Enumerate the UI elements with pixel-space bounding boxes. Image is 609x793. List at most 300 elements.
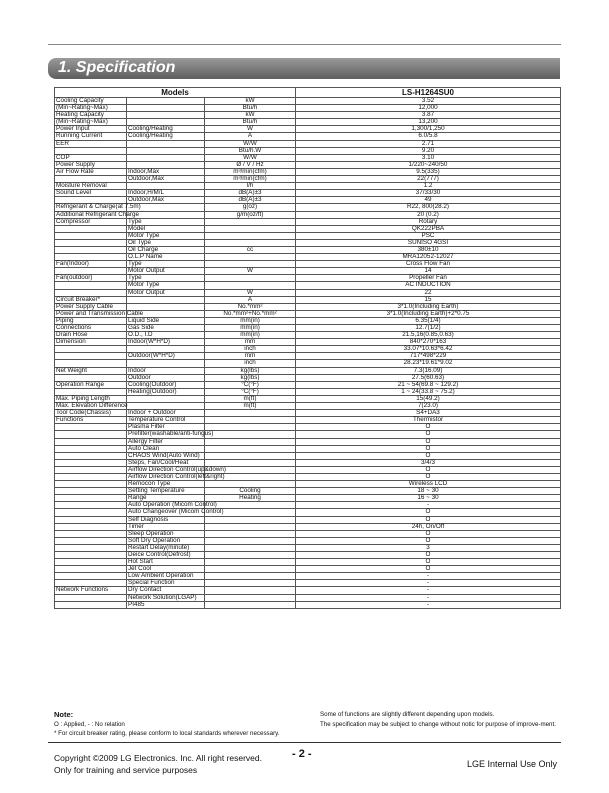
row-unit xyxy=(205,452,296,459)
row-unit: Btu/h xyxy=(205,119,296,126)
row-unit: W xyxy=(205,126,296,133)
row-unit: Btu/h.W xyxy=(205,147,296,154)
row-value: O xyxy=(296,431,561,438)
row-unit xyxy=(205,232,296,239)
note-right-block xyxy=(320,710,560,730)
row-unit: A xyxy=(205,296,296,303)
table-row xyxy=(55,105,561,112)
table-row xyxy=(55,98,561,105)
row-label: (Min~Rating~Max) xyxy=(55,105,127,112)
section-banner xyxy=(48,58,560,79)
row-value: 18 ~ 30 xyxy=(296,488,561,495)
row-value: 21.5,16(0.85,0.63) xyxy=(296,332,561,339)
table-row xyxy=(55,140,561,147)
row-sublabel: Network Solution(LGAP) xyxy=(127,594,205,601)
row-unit xyxy=(205,601,296,608)
row-unit xyxy=(205,424,296,431)
row-label: Cooling Capacity xyxy=(55,98,127,105)
row-label: Running Current xyxy=(55,133,127,140)
row-label xyxy=(55,544,127,551)
row-value: 9.20 xyxy=(296,147,561,154)
row-sublabel: Oil Charge xyxy=(127,246,205,253)
row-sublabel: Model xyxy=(127,225,205,232)
model-name-header: LS-H1264SU0 xyxy=(296,88,561,98)
top-rule xyxy=(48,44,561,45)
row-label: Piping xyxy=(55,317,127,324)
note-change: The specification may be subject to change without notic for purpose of improve-ment. xyxy=(320,721,556,728)
row-unit: W xyxy=(205,268,296,275)
row-unit: mm(in) xyxy=(205,332,296,339)
spec-table xyxy=(54,87,561,609)
row-value: - xyxy=(296,502,561,509)
row-label xyxy=(55,552,127,559)
row-unit xyxy=(205,438,296,445)
footer-copyright-block xyxy=(54,752,262,776)
note-functions: Some of functions are slightly different depending upon models. xyxy=(320,711,495,718)
row-label: Max. Elevation Difference xyxy=(56,402,128,410)
row-unit xyxy=(205,559,296,566)
row-value: 24h, On/Off xyxy=(296,523,561,530)
row-label xyxy=(55,601,127,608)
internal-use-label: LGE Internal Use Only xyxy=(466,759,557,769)
table-header-row xyxy=(55,88,561,98)
row-value: O xyxy=(296,509,561,516)
row-label xyxy=(55,537,127,544)
row-label: COP xyxy=(55,154,127,161)
row-label xyxy=(55,481,127,488)
row-sublabel: Low Ambient Operation xyxy=(127,573,205,580)
row-unit xyxy=(205,225,296,232)
row-sublabel: Gas Side xyxy=(127,325,205,332)
row-sublabel: Timer xyxy=(127,523,205,530)
row-sublabel: CHAOS Wind(Auto Wind) xyxy=(127,452,205,459)
row-value: PSC xyxy=(296,232,561,239)
row-value: 7(23.0) xyxy=(296,403,561,410)
row-value: 16 ~ 30 xyxy=(296,495,561,502)
row-unit: mm(in) xyxy=(205,317,296,324)
row-unit xyxy=(205,537,296,544)
row-sublabel: Indoor(W*H*D) xyxy=(127,339,205,346)
row-sublabel: Special Function xyxy=(127,580,205,587)
row-label: Fan(outdoor) xyxy=(55,275,127,282)
row-label xyxy=(55,246,127,253)
row-value: SUNISO 4GSI xyxy=(296,239,561,246)
row-unit: m(ft) xyxy=(205,403,296,410)
row-sublabel: Jet Cool xyxy=(127,566,205,573)
row-label: Power Supply xyxy=(55,161,127,168)
row-sublabel: Motor Output xyxy=(127,289,205,296)
row-value: O xyxy=(296,438,561,445)
row-sublabel: Cooling/Heating xyxy=(127,133,205,140)
row-unit: W/W xyxy=(205,154,296,161)
row-sublabel: Plasma Filter xyxy=(127,424,205,431)
note-breaker: * For circuit breaker rating, please conform to local standards wherever necessary. xyxy=(54,730,280,737)
row-unit: m³/min(cfm) xyxy=(205,176,296,183)
row-label xyxy=(55,459,127,466)
table-row xyxy=(55,353,561,360)
row-unit: kg(lbs) xyxy=(205,367,296,374)
row-value: 15(49.2) xyxy=(296,395,561,402)
row-value: 9.5(335) xyxy=(296,168,561,175)
copyright-text: Copyright ©2009 LG Electronics. Inc. All right reserved. xyxy=(54,753,262,763)
row-unit: dB(A)±3 xyxy=(205,197,296,204)
section-title: 1. Specification xyxy=(58,59,176,76)
note-block xyxy=(54,710,279,738)
table-row xyxy=(55,587,561,594)
row-label xyxy=(55,431,127,438)
note-label: Note: xyxy=(54,710,74,719)
row-label xyxy=(55,573,127,580)
row-sublabel: Outdoor(W*H*D) xyxy=(127,353,205,360)
row-sublabel: Outdoor,Max xyxy=(127,197,205,204)
table-row xyxy=(55,176,561,183)
row-value: 28.23*19.61*9.02 xyxy=(296,360,561,367)
table-row xyxy=(55,388,561,395)
table-row xyxy=(55,509,561,516)
row-unit: Heating xyxy=(205,495,296,502)
row-unit: kW xyxy=(205,112,296,119)
row-value: 6.0/5.8 xyxy=(296,133,561,140)
row-value: 3/4/3 xyxy=(296,459,561,466)
row-unit: °C(°F) xyxy=(205,388,296,395)
row-label xyxy=(55,488,127,495)
row-label: Refrigerant & Charge(at 7.5m) xyxy=(56,203,141,211)
row-sublabel: Auto Changeover (Micom Control) xyxy=(128,508,224,516)
row-label xyxy=(55,516,127,523)
row-value: O xyxy=(296,466,561,473)
row-unit xyxy=(205,275,296,282)
row-unit xyxy=(205,594,296,601)
row-value: MRA12052-12027 xyxy=(296,254,561,261)
row-sublabel: Soft Dry Operation xyxy=(127,537,205,544)
row-value: O xyxy=(296,445,561,452)
row-value: S4+DA3 xyxy=(296,410,561,417)
table-row xyxy=(55,133,561,140)
row-sublabel xyxy=(127,147,205,154)
row-unit xyxy=(205,587,296,594)
row-value: 13,200 xyxy=(296,119,561,126)
row-value: O xyxy=(296,424,561,431)
row-label: Circuit Breaker* xyxy=(55,296,127,303)
row-sublabel: Indoor + Outdoor xyxy=(127,410,205,417)
row-value: Cross Flow Fan xyxy=(296,261,561,268)
row-label: Net Weight xyxy=(55,367,127,374)
row-unit: Ø / V / Hz xyxy=(205,161,296,168)
row-unit: No.*mm²+No.*mm² xyxy=(205,310,296,317)
row-value: O xyxy=(296,552,561,559)
row-value: 3.52 xyxy=(296,98,561,105)
row-unit xyxy=(205,573,296,580)
row-sublabel: Type xyxy=(127,218,205,225)
row-sublabel: Restart Delay(minute) xyxy=(127,544,205,551)
row-unit: kW xyxy=(205,98,296,105)
row-sublabel: Sleep Operation xyxy=(127,530,205,537)
row-label: (Min~Rating~Max) xyxy=(55,119,127,126)
row-unit: cc xyxy=(205,246,296,253)
row-sublabel: Steps, Fan/Cool/Heat xyxy=(127,459,205,466)
row-value: 21 ~ 54(69.8 ~ 129.2) xyxy=(296,381,561,388)
row-unit: g(oz) xyxy=(205,204,296,211)
row-value: 717*498*229 xyxy=(296,353,561,360)
row-value: 6.35(1/4) xyxy=(296,317,561,324)
table-row xyxy=(55,112,561,119)
row-sublabel: PI485 xyxy=(127,601,205,608)
row-value: O xyxy=(296,452,561,459)
row-sublabel: Remocon Type xyxy=(127,481,205,488)
row-sublabel: O.D., I.D xyxy=(127,332,205,339)
row-value: 1.2 xyxy=(296,183,561,190)
row-unit xyxy=(205,580,296,587)
row-label: Fan(Indoor) xyxy=(55,261,127,268)
row-value: Wireless LCD xyxy=(296,481,561,488)
row-value: 840*270*163 xyxy=(296,339,561,346)
row-label xyxy=(55,530,127,537)
row-sublabel: Cooling/Heating xyxy=(127,126,205,133)
row-value: 22 xyxy=(296,289,561,296)
row-unit xyxy=(205,431,296,438)
row-unit: g/m(oz/ft) xyxy=(205,211,296,218)
row-value: 3 xyxy=(296,544,561,551)
row-unit: °C(°F) xyxy=(205,381,296,388)
models-header: Models xyxy=(55,88,296,98)
row-value: 12.7(1/2) xyxy=(296,325,561,332)
footer-rule xyxy=(48,742,561,743)
row-label xyxy=(55,239,127,246)
row-value: 7.3(16.09) xyxy=(296,367,561,374)
row-label xyxy=(55,346,127,353)
row-value: R22, 800(28.2) xyxy=(296,204,561,211)
row-value: 3*1.0(Including Earth)+2*0.75 xyxy=(296,310,561,317)
row-sublabel: Outdoor xyxy=(127,374,205,381)
row-label xyxy=(55,466,127,473)
row-sublabel: Dry Contact xyxy=(127,587,205,594)
table-row xyxy=(55,601,561,608)
row-label: Max. Piping Length xyxy=(55,395,127,402)
row-value: 27.5(60.63) xyxy=(296,374,561,381)
table-row xyxy=(55,147,561,154)
row-sublabel xyxy=(127,98,205,105)
row-label: Dimension xyxy=(55,339,127,346)
row-sublabel: Oil Type xyxy=(127,239,205,246)
row-label: Sound Level xyxy=(55,190,127,197)
row-sublabel: Prefilter(washable/anti-fungus) xyxy=(128,430,214,438)
row-sublabel: Cooling(Outdoor) xyxy=(127,381,205,388)
row-value: 2.71 xyxy=(296,140,561,147)
row-unit xyxy=(205,544,296,551)
row-label xyxy=(55,445,127,452)
row-unit: Btu/h xyxy=(205,105,296,112)
row-value: O xyxy=(296,566,561,573)
row-unit: mm xyxy=(205,353,296,360)
row-value: Thermistor xyxy=(296,417,561,424)
row-label xyxy=(55,353,127,360)
row-unit xyxy=(205,254,296,261)
row-label: Power Input xyxy=(55,126,127,133)
row-label xyxy=(55,502,127,509)
row-unit: No.*mm² xyxy=(205,303,296,310)
row-unit: inch xyxy=(205,360,296,367)
row-unit xyxy=(205,566,296,573)
row-sublabel: Self Diagnosis xyxy=(127,516,205,523)
row-sublabel xyxy=(127,112,205,119)
page-number: - 2 - xyxy=(292,748,312,760)
row-label xyxy=(55,594,127,601)
row-label: Air Flow Rate xyxy=(55,168,127,175)
row-unit: A xyxy=(205,133,296,140)
table-row xyxy=(55,289,561,296)
row-sublabel: Indoor,H/M/L xyxy=(127,190,205,197)
row-value: 37/33/30 xyxy=(296,190,561,197)
row-value: O xyxy=(296,473,561,480)
row-label xyxy=(55,566,127,573)
row-value: 3.10 xyxy=(296,154,561,161)
row-value: 33.07*10.63*6.42 xyxy=(296,346,561,353)
table-row xyxy=(55,154,561,161)
row-label: Connections xyxy=(55,325,127,332)
row-value: 3.87 xyxy=(296,112,561,119)
row-sublabel: Indoor xyxy=(127,367,205,374)
row-label: Network Functions xyxy=(55,587,127,594)
row-value: - xyxy=(296,573,561,580)
row-unit xyxy=(205,530,296,537)
row-value: AC INDUCTION xyxy=(296,282,561,289)
row-value: - xyxy=(296,587,561,594)
row-sublabel xyxy=(127,140,205,147)
table-row xyxy=(55,204,561,211)
row-label: Moisture Removal xyxy=(55,183,127,190)
row-unit: W xyxy=(205,289,296,296)
row-unit xyxy=(205,516,296,523)
row-value: O xyxy=(296,537,561,544)
row-sublabel: Deice Control(Defrost) xyxy=(127,552,205,559)
row-unit: W/W xyxy=(205,140,296,147)
row-value: Propeller Fan xyxy=(296,275,561,282)
row-sublabel: Allergy Filter xyxy=(127,438,205,445)
row-value: 20 (0.2) xyxy=(296,211,561,218)
row-sublabel xyxy=(127,154,205,161)
row-label xyxy=(55,438,127,445)
row-unit: Cooling xyxy=(205,488,296,495)
table-row xyxy=(55,282,561,289)
row-sublabel: Type xyxy=(127,261,205,268)
row-label xyxy=(55,559,127,566)
row-value: - xyxy=(296,601,561,608)
row-value: 1/220~240/50 xyxy=(296,161,561,168)
row-value: 380±10 xyxy=(296,246,561,253)
row-value: 14 xyxy=(296,268,561,275)
table-row xyxy=(55,395,561,402)
row-label xyxy=(55,509,127,516)
row-label xyxy=(55,523,127,530)
row-value: 12,000 xyxy=(296,105,561,112)
row-sublabel: Outdoor,Max xyxy=(127,176,205,183)
row-unit xyxy=(205,282,296,289)
row-sublabel: Setting Temperature xyxy=(127,488,205,495)
row-label: Additional Refrigerant Charge xyxy=(56,210,139,218)
row-label xyxy=(55,232,127,239)
row-sublabel: Hot Start xyxy=(127,559,205,566)
row-value: QK222PBA xyxy=(296,225,561,232)
row-sublabel: Airflow Direction Control(left&right) xyxy=(128,472,225,480)
row-sublabel xyxy=(127,395,205,402)
row-label xyxy=(55,225,127,232)
row-value: O xyxy=(296,516,561,523)
row-sublabel: Indoor,Max xyxy=(127,168,205,175)
row-unit: mm xyxy=(205,339,296,346)
row-sublabel: Type xyxy=(127,275,205,282)
row-sublabel: Motor Type xyxy=(127,232,205,239)
row-label: Compressor xyxy=(55,218,127,225)
row-label: Heating Capacity xyxy=(55,112,127,119)
row-sublabel: Airflow Direction Control(up&down) xyxy=(128,465,226,473)
row-value: O xyxy=(296,530,561,537)
row-value: 15 xyxy=(296,296,561,303)
row-sublabel: Motor Output xyxy=(127,268,205,275)
row-unit xyxy=(205,523,296,530)
row-value: 1 ~ 24(33.8 ~ 75.2) xyxy=(296,388,561,395)
row-sublabel xyxy=(127,296,205,303)
row-unit xyxy=(205,218,296,225)
row-value: - xyxy=(296,580,561,587)
row-unit: m³/min(cfm) xyxy=(205,168,296,175)
row-value: 1,300/1,250 xyxy=(296,126,561,133)
row-unit xyxy=(205,417,296,424)
row-sublabel: Auto Clean xyxy=(127,445,205,452)
row-label xyxy=(55,473,127,480)
row-sublabel: Motor Type xyxy=(127,282,205,289)
row-sublabel: Auto Operation (Micom Control) xyxy=(128,501,217,509)
table-row xyxy=(55,360,561,367)
row-sublabel: Liquid Side xyxy=(127,317,205,324)
row-value: O xyxy=(296,559,561,566)
row-value: - xyxy=(296,594,561,601)
row-label: Operation Range xyxy=(55,381,127,388)
row-unit: kg(lbs) xyxy=(205,374,296,381)
table-row xyxy=(55,431,561,438)
row-label: Power Supply Cable xyxy=(55,303,127,310)
row-sublabel xyxy=(127,105,205,112)
row-sublabel: Range xyxy=(127,495,205,502)
row-label: Drain Hose xyxy=(55,332,127,339)
row-sublabel: Temperature Control xyxy=(127,417,205,424)
row-unit: l/h xyxy=(205,183,296,190)
table-row xyxy=(55,339,561,346)
table-row xyxy=(55,296,561,303)
row-label xyxy=(55,424,127,431)
row-value: 22(777) xyxy=(296,176,561,183)
row-label xyxy=(55,452,127,459)
row-sublabel: Heating(Outdoor) xyxy=(127,388,205,395)
row-label xyxy=(55,360,127,367)
row-unit xyxy=(205,552,296,559)
row-sublabel xyxy=(127,360,205,367)
row-label xyxy=(55,282,127,289)
row-unit: mm(in) xyxy=(205,325,296,332)
row-value: 49 xyxy=(296,197,561,204)
row-unit xyxy=(205,445,296,452)
training-text: Only for training and service purposes xyxy=(54,765,198,775)
row-label: Functions xyxy=(55,417,127,424)
row-label: EER xyxy=(55,140,127,147)
row-unit: m(ft) xyxy=(205,395,296,402)
row-label: Power and Transmission Cable xyxy=(56,309,144,317)
row-sublabel: O.L.P Name xyxy=(127,254,205,261)
row-label xyxy=(55,495,127,502)
row-value: 3*1.0(Including Earth) xyxy=(296,303,561,310)
row-label: Tool Code(Chassis) xyxy=(55,410,127,417)
row-unit: inch xyxy=(205,346,296,353)
row-unit: dB(A)±3 xyxy=(205,190,296,197)
